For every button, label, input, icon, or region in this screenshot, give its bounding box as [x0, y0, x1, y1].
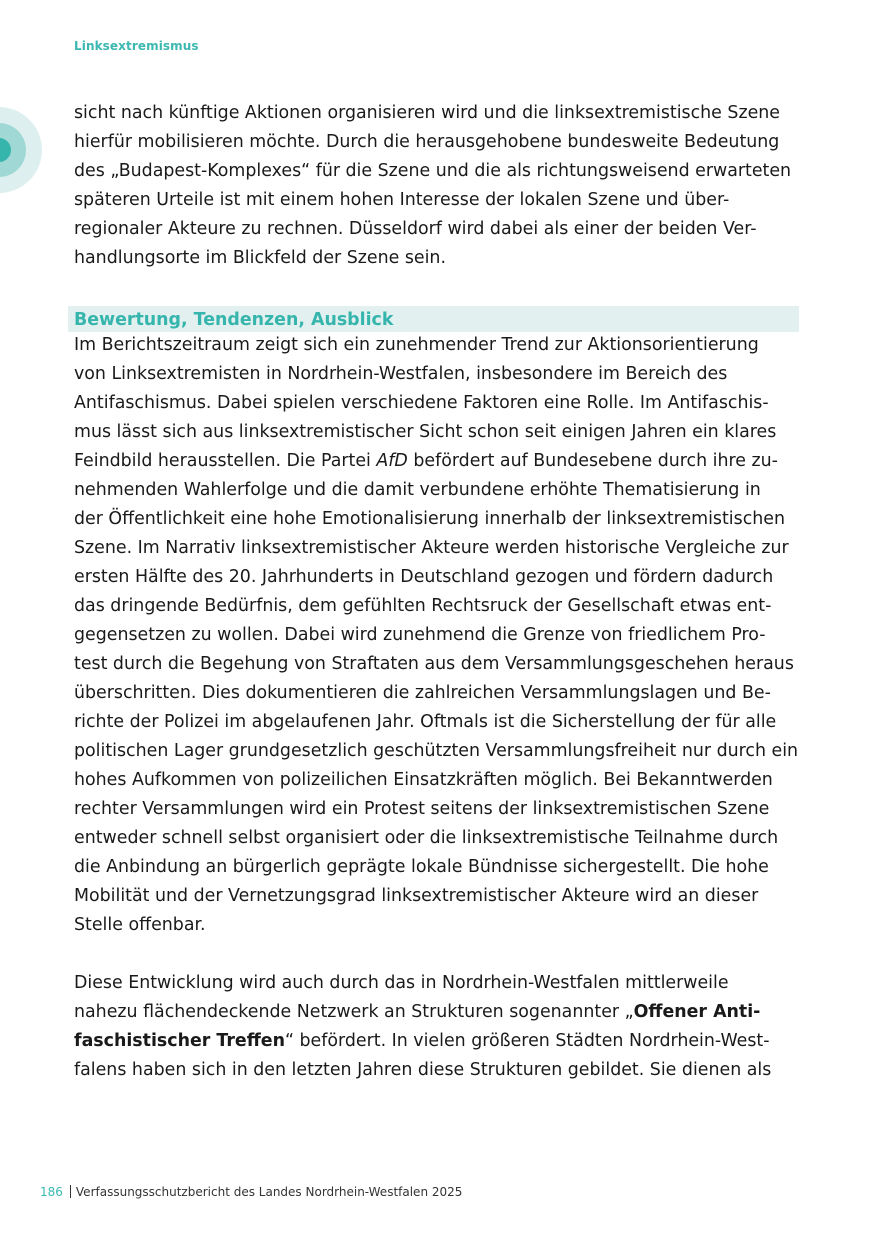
- text-line: ersten Hälfte des 20. Jahrhunderts in Deutschland gezogen und fördern dadurch: [74, 567, 774, 587]
- text-line: hierfür mobilisieren möchte. Durch die herausgehobene bundesweite Bedeutung: [74, 132, 780, 152]
- text-line: nehmenden Wahlerfolge und die damit verbundene erhöhte Thematisierung in: [74, 480, 761, 500]
- text-fragment: nahezu flächendeckende Netzwerk an Strukturen sogenannter „: [74, 1002, 634, 1022]
- text-line: falens haben sich in den letzten Jahren diese Strukturen gebildet. Sie dienen als: [74, 1060, 772, 1080]
- term-emphasis: faschistischer Treffen: [74, 1031, 285, 1051]
- assessment-paragraph: [74, 331, 802, 940]
- section-heading-band: [68, 306, 799, 332]
- page-number: 186: [40, 1185, 63, 1199]
- decorative-circles-icon: [0, 107, 42, 193]
- text-fragment: “ befördert. In vielen größeren Städten Nordrhein-West-: [284, 1031, 770, 1051]
- text-line: das dringende Bedürfnis, dem gefühlten Rechtsruck der Gesellschaft etwas ent-: [74, 596, 772, 616]
- running-header: Linksextremismus: [74, 39, 199, 53]
- text-line: überschritten. Dies dokumentieren die zahlreichen Versammlungslagen und Be-: [74, 683, 771, 703]
- text-line: Diese Entwicklung wird auch durch das in Nordrhein-Westfalen mittlerweile: [74, 973, 729, 993]
- page-footer: [40, 1185, 462, 1199]
- section-heading: Bewertung, Tendenzen, Ausblick: [74, 310, 394, 330]
- party-name-emphasis: AfD: [376, 451, 408, 471]
- publication-title: Verfassungsschutzbericht des Landes Nordrhein-Westfalen 2025: [75, 1185, 463, 1199]
- text-line: Antifaschismus. Dabei spielen verschiedene Faktoren eine Rolle. Im Antifaschis-: [74, 393, 769, 413]
- text-line: [74, 1027, 802, 1056]
- term-emphasis: Offener Anti-: [633, 1002, 761, 1022]
- text-line: Mobilität und der Vernetzungsgrad linksextremistischer Akteure wird an dieser: [74, 886, 759, 906]
- network-paragraph: [74, 969, 802, 1085]
- text-line: politischen Lager grundgesetzlich geschützten Versammlungsfreiheit nur durch ein: [74, 741, 799, 761]
- text-line: mus lässt sich aus linksextremistischer Sicht schon seit einigen Jahren ein klares: [74, 422, 777, 442]
- text-line: die Anbindung an bürgerlich geprägte lokale Bündnisse sichergestellt. Die hohe: [74, 857, 769, 877]
- text-line: Im Berichtszeitraum zeigt sich ein zunehmender Trend zur Aktionsorientierung: [74, 335, 759, 355]
- text-fragment: Feindbild herausstellen. Die Partei: [74, 451, 377, 471]
- text-line: der Öffentlichkeit eine hohe Emotionalisierung innerhalb der linksextremistischen: [74, 509, 785, 529]
- text-line: späteren Urteile ist mit einem hohen Interesse der lokalen Szene und über-: [74, 190, 730, 210]
- text-line: Szene. Im Narrativ linksextremistischer Akteure werden historische Vergleiche zur: [74, 538, 789, 558]
- text-line: [74, 998, 802, 1027]
- text-line: von Linksextremisten in Nordrhein-Westfalen, insbesondere im Bereich des: [74, 364, 728, 384]
- text-line: richte der Polizei im abgelaufenen Jahr. Oftmals ist die Sicherstellung der für alle: [74, 712, 777, 732]
- intro-paragraph: [74, 99, 802, 273]
- text-line: Stelle offenbar.: [74, 915, 206, 935]
- text-line: hohes Aufkommen von polizeilichen Einsatzkräften möglich. Bei Bekanntwerden: [74, 770, 773, 790]
- text-line: regionaler Akteure zu rechnen. Düsseldorf wird dabei als einer der beiden Ver-: [74, 219, 757, 239]
- text-line: gegensetzen zu wollen. Dabei wird zunehmend die Grenze von friedlichem Pro-: [74, 625, 766, 645]
- text-fragment: befördert auf Bundesebene durch ihre zu-: [407, 451, 778, 471]
- footer-divider: [70, 1185, 71, 1198]
- main-content: [74, 99, 802, 1085]
- text-line: entweder schnell selbst organisiert oder die linksextremistische Teilnahme durch: [74, 828, 779, 848]
- text-line: test durch die Begehung von Straftaten aus dem Versammlungsgeschehen heraus: [74, 654, 794, 674]
- text-line: handlungsorte im Blickfeld der Szene sein.: [74, 248, 446, 268]
- text-line: sicht nach künftige Aktionen organisieren wird und die linksextremistische Szene: [74, 103, 781, 123]
- text-line: rechter Versammlungen wird ein Protest seitens der linksextremistischen Szene: [74, 799, 770, 819]
- text-line: des „Budapest-Komplexes“ für die Szene und die als richtungsweisend erwarteten: [74, 161, 792, 181]
- text-line: [74, 447, 802, 476]
